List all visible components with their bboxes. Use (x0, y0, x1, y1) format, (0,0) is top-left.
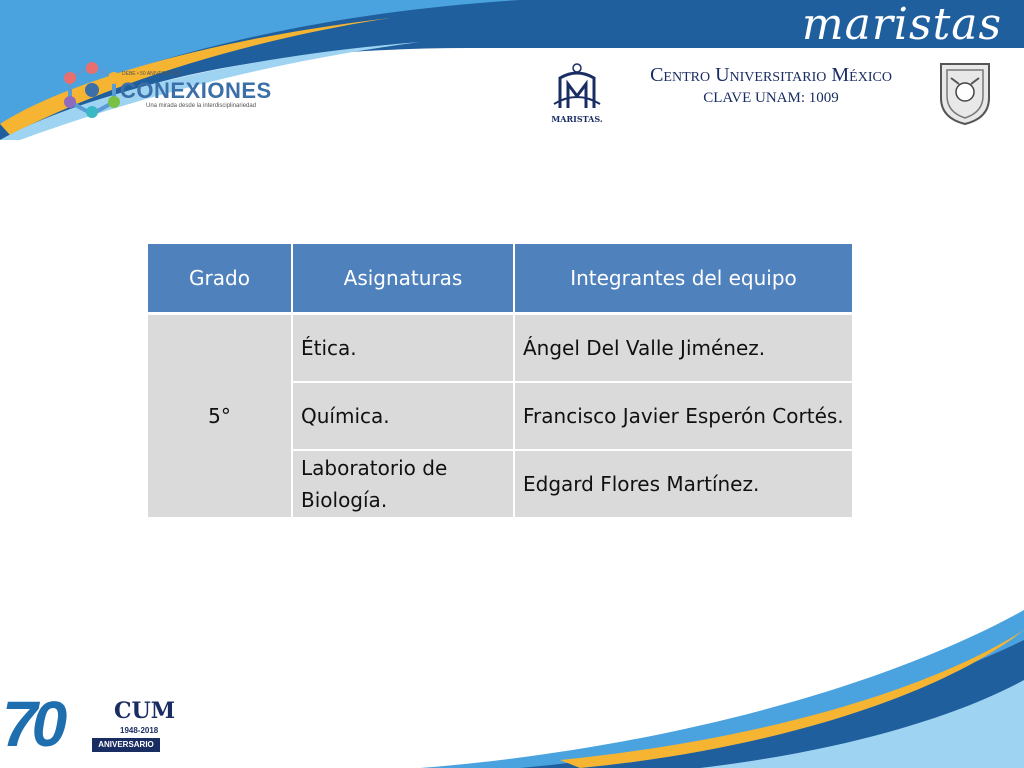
seventy-anniversary-logo (2, 688, 176, 764)
integrante-cell: Francisco Javier Esperón Cortés. (515, 383, 852, 451)
header-grado: Grado (148, 244, 293, 315)
asignatura-cell: Laboratorio de Biología. (293, 451, 515, 519)
maristas-script-logo: maristas (801, 0, 1003, 50)
institution-title: Centro Universitario México (650, 64, 892, 86)
marist-monogram-icon (548, 60, 606, 112)
integrante-cell: Edgard Flores Martínez. (515, 451, 852, 519)
cum-logo: CUM (114, 698, 176, 724)
anniversary-years: 1948-2018 (120, 726, 159, 735)
conexiones-small-text: DEBE • 50 ANIVERSARIO (122, 71, 181, 77)
marist-seal-logo (548, 60, 606, 124)
header-asignaturas: Asignaturas (293, 244, 515, 315)
asignatura-cell: Química. (293, 383, 515, 451)
unam-crest-icon (935, 58, 995, 126)
integrante-cell: Ángel Del Valle Jiménez. (515, 315, 852, 383)
conexiones-logo (64, 62, 272, 118)
table-header-row (148, 244, 852, 315)
clave-unam: CLAVE UNAM: 1009 (703, 90, 839, 106)
aniversario-label: ANIVERSARIO (92, 738, 160, 752)
conexiones-network-icon (64, 62, 120, 118)
header-integrantes: Integrantes del equipo (515, 244, 852, 315)
team-table (148, 244, 852, 519)
marist-seal-label: MARISTAS. (551, 114, 603, 124)
anniversary-number: 70 (2, 688, 62, 760)
grado-cell: 5° (148, 315, 293, 519)
table-row (148, 315, 852, 383)
asignatura-cell: Ética. (293, 315, 515, 383)
conexiones-tagline: Una mirada desde la interdisciplinariedad (146, 103, 257, 109)
conexiones-title: CONEXIONES (120, 78, 272, 103)
